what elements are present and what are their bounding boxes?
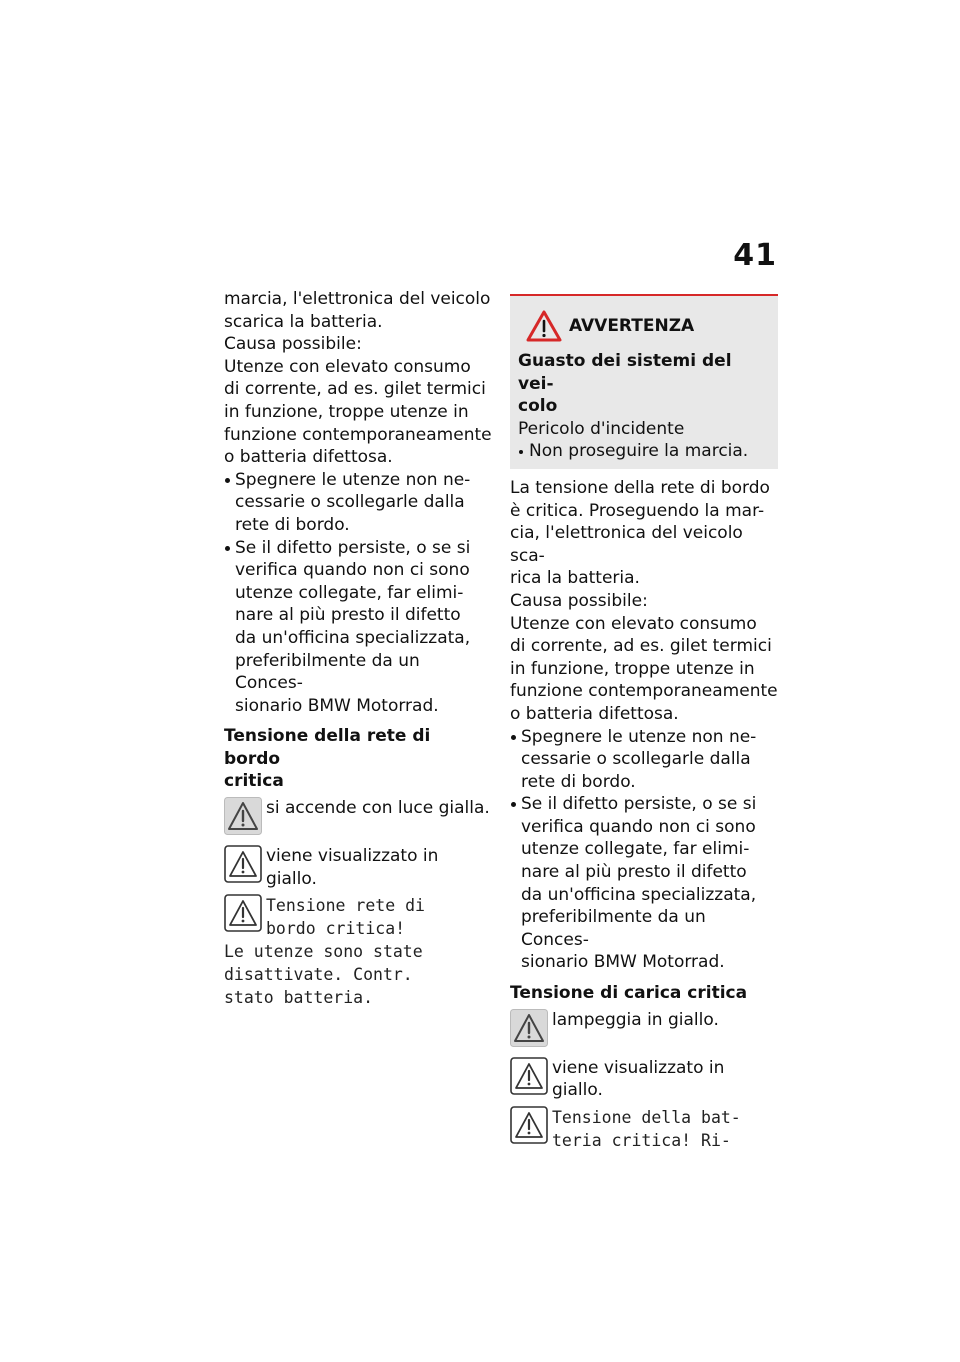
left-bullet-list <box>224 469 492 718</box>
warning-title: AVVERTENZA <box>526 310 770 342</box>
display-message-row <box>510 1106 778 1152</box>
list-item: Se il difetto persiste, o se si verifica quando non ci sono utenze collegate, far elimi- nare al più presto il difetto da un'officina specializzata, preferibilmente da un Conces- sionario BMW Motorrad. <box>510 793 778 974</box>
indicator-light-row <box>510 1009 778 1053</box>
left-intro: marcia, l'elettronica del veicolo scarica la batteria. <box>224 289 491 332</box>
indicator-display-row <box>224 845 492 890</box>
display-message-continued: Le utenze sono state disattivate. Contr. stato batteria. <box>224 942 423 1008</box>
left-column <box>224 288 492 1009</box>
display-message-text: Tensione della bat- teria critica! Ri- <box>552 1107 741 1150</box>
warning-risk: Pericolo d'incidente <box>518 418 685 439</box>
warning-triangle-light-icon <box>224 797 262 835</box>
indicator-light-row <box>224 797 492 841</box>
right-cause-label: Causa possibile: <box>510 590 648 611</box>
warning-triangle-display-icon <box>510 1106 548 1144</box>
right-bullet-list <box>510 726 778 975</box>
warning-bullet-list <box>518 440 770 463</box>
page-number: 41 <box>733 238 777 273</box>
indicator-display-row <box>510 1057 778 1102</box>
list-item: Se il difetto persiste, o se si verifica quando non ci sono utenze collegate, far elimi- nare al più presto il difetto da un'officina specializzata, preferibilmente da un Conces- sionario BMW Motorrad. <box>224 537 492 718</box>
warning-triangle-icon <box>526 310 562 342</box>
indicator-display-text: viene visualizzato in giallo. <box>552 1057 725 1101</box>
left-cause-label: Causa possibile: <box>224 334 362 355</box>
warning-subtitle: Guasto dei sistemi del vei- colo <box>518 351 732 417</box>
warning-triangle-display-icon <box>224 894 262 932</box>
warning-triangle-display-icon <box>510 1057 548 1095</box>
warning-box <box>510 294 778 469</box>
warning-triangle-light-icon <box>510 1009 548 1047</box>
indicator-light-text: lampeggia in giallo. <box>552 1009 719 1030</box>
warning-triangle-display-icon <box>224 845 262 883</box>
right-cause-text: Utenze con elevato consumo di corrente, ad es. gilet termici in funzione, troppe utenze in funzione contemporaneamente o batteria difettosa. <box>510 613 778 724</box>
section-heading: Tensione di carica critica <box>510 983 748 1004</box>
list-item: Spegnere le utenze non ne- cessarie o scollegarle dalla rete di bordo. <box>510 726 778 794</box>
right-column <box>510 294 778 1152</box>
right-intro: La tensione della rete di bordo è critica. Proseguendo la mar- cia, l'elettronica del veicolo sca- rica la batteria. <box>510 477 770 589</box>
indicator-light-text: si accende con luce gialla. <box>266 798 490 819</box>
section-heading: Tensione della rete di bordo critica <box>224 726 431 792</box>
list-item: Non proseguire la marcia. <box>518 440 770 463</box>
left-cause-text: Utenze con elevato consumo di corrente, ad es. gilet termici in funzione, troppe utenze in funzione contemporaneamente o batteria difettosa. <box>224 356 492 468</box>
list-item: Spegnere le utenze non ne- cessarie o scollegarle dalla rete di bordo. <box>224 469 492 537</box>
indicator-display-text: viene visualizzato in giallo. <box>266 846 439 889</box>
display-message-text: Tensione rete di bordo critica! <box>266 896 425 939</box>
display-message-row <box>224 894 492 940</box>
